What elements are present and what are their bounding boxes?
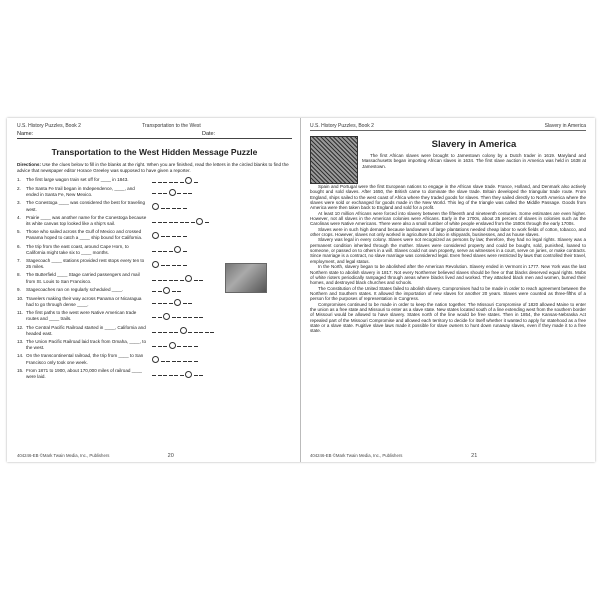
question-row [17,325,292,337]
question-number: 8. [17,272,21,278]
letter-blank[interactable] [180,277,184,281]
article-paragraph: Compromises continued to be made in order to keep the nation together. The Missouri Compromise of 1820 allowed Maine to enter the union as a free state and Missouri to enter as a slave state. New states located south of a line extending west from the southern border of Missouri would be allowed to have slavery. States north of the line would be free states. Then in 1854, the Kansas-Nebraska Act repealed part of the Missouri Compromise and allowed each territory to decide for itself whether it wanted to apply for statehood as a free state or a slave state. Fugitive slave laws made it possible for slave owners to hunt down runaway slaves, even if they made it to a free state. [310,301,586,334]
letter-blank[interactable] [180,372,184,376]
letter-blank[interactable] [188,314,192,318]
letter-blank[interactable] [152,329,156,333]
question-row [17,200,292,212]
question-number: 13. [17,339,24,345]
letter-blank[interactable] [158,300,162,304]
letter-blank[interactable] [158,372,162,376]
letter-blank[interactable] [158,329,162,333]
circled-blank[interactable] [185,275,192,282]
stagecoach-image [225,263,267,293]
letter-blank[interactable] [172,358,176,362]
letter-blank[interactable] [210,329,214,333]
letter-blank[interactable] [174,329,178,333]
letter-blank[interactable] [183,190,187,194]
letter-blank[interactable] [152,190,156,194]
letter-blank[interactable] [163,329,167,333]
question-row [17,186,292,198]
question-text: On the transcontinental railroad, the trip from ____ to San Francisco only took one week. [26,353,144,365]
date-label: Date: [202,131,216,137]
letter-blank[interactable] [194,343,198,347]
letter-blank[interactable] [161,205,165,209]
letter-blank[interactable] [205,329,209,333]
letter-blank[interactable] [177,314,181,318]
letter-blank[interactable] [188,358,192,362]
letter-blank[interactable] [194,179,198,183]
letter-blank[interactable] [188,329,192,333]
letter-blank[interactable] [152,179,156,183]
book-spread [7,118,595,462]
letter-blank[interactable] [163,343,167,347]
question-text: Stagecoaches ran on regularly scheduled ____. [26,286,124,292]
answer-blanks[interactable] [148,310,292,322]
letter-blank[interactable] [194,329,198,333]
question-text: Those who sailed across the Gulf of Mexico and crossed Panama hoped to catch a ____ ship bound for California. [26,229,143,241]
article-paragraph: Spain and Portugal were the first European nations to engage in the African slave trade. France, Holland, and Denmark also actively bought and sold slaves. After 1650, the British came to dominate the slave trade. Britain developed the triangular trade route. From England, ships sailed to the west coast of Africa where they traded goods for slaves. Then they sailed directly to North America where the slaves were sold or exchanged for goods made in the New World. This leg of the triangle was called the Middle Passage. Goods from America were then taken back to England and sold for a profit. [310,184,586,211]
letter-blank[interactable] [161,358,165,362]
question-row [17,229,292,241]
first-paragraph: The first African slaves were brought to Jamestown colony by a Dutch trader in 1619. Maryland and Massachusetts began importing African slaves in 1634. The first slave auction in America was held in 1638 at Jamestown. [362,153,586,169]
answer-blanks[interactable] [148,296,292,308]
question-text: The Santa Fe trail began in Independence, ____, and ended in Santa Fe, New Mexico. [26,186,135,198]
article-paragraph: The Constitution of the United States failed to abolish slavery. Compromises had to be made in order to reach agreement between the Northern and Southern states. It allowed the importation of new slaves for another 20 years. Slaves were counted as three-fifths of a person for the purposes of representation in Congress. [310,285,586,302]
letter-blank[interactable] [177,288,181,292]
letter-blank[interactable] [169,219,173,223]
page-number: 20 [167,453,174,459]
letter-blank[interactable] [158,314,162,318]
question-number: 3. [17,200,21,206]
book-title: U.S. History Puzzles, Book 2 [310,123,374,129]
letter-blank[interactable] [194,358,198,362]
article-paragraph: In the North, slavery began to be abolished after the American Revolution. Slavery ended in Vermont in 1777. New York was the last Northern state to abolish slavery in 1817. Not every Northerner believed slaves should be free or that blacks deserved equal rights. Mobs of white rioters periodically rampaged through areas where blacks lived and worked. They attacked black men and women, burned their homes, and destroyed black churches and schools. [310,264,586,286]
question-text: From 1871 to 1900, about 170,000 miles of railroad ____ were laid. [26,367,142,380]
letter-blank[interactable] [172,262,176,266]
letter-blank[interactable] [152,300,156,304]
left-page [7,118,301,462]
letter-blank[interactable] [199,329,203,333]
letter-blank[interactable] [166,233,170,237]
question-row [17,368,292,380]
right-header [310,123,586,131]
question-number: 5. [17,229,21,235]
letter-blank[interactable] [191,219,195,223]
letter-blank[interactable] [194,372,198,376]
letter-blank[interactable] [158,219,162,223]
letter-blank[interactable] [169,300,173,304]
letter-blank[interactable] [174,372,178,376]
letter-blank[interactable] [158,343,162,347]
letter-blank[interactable] [169,179,173,183]
question-number: 12. [17,324,24,330]
letter-blank[interactable] [161,233,165,237]
circled-blank[interactable] [169,189,176,196]
question-text: The first large wagon train set off for ____ in 1843. [26,177,129,182]
letter-blank[interactable] [163,179,167,183]
letter-blank[interactable] [188,300,192,304]
letter-blank[interactable] [177,205,181,209]
left-footer [17,453,292,459]
answer-blanks[interactable] [148,325,292,337]
article-title: Slavery in America [431,139,517,150]
letter-blank[interactable] [158,190,162,194]
answer-blanks[interactable] [148,229,292,241]
letter-blank[interactable] [172,205,176,209]
letter-blank[interactable] [185,219,189,223]
letter-blank[interactable] [172,314,176,318]
question-text: The trip from the east coast, around Cape Horn, to California might take six to ____ months. [26,243,129,255]
letter-blank[interactable] [180,179,184,183]
circled-blank[interactable] [152,203,159,210]
left-header [17,123,292,129]
article-paragraph: Slavery was legal in every colony. Slaves were not recognized as persons by law; therefore, they had no legal rights. Slavery was a permanent condition inherited through the mother. Slaves were considered property and could be bought, sold, punished, loaned to someone, or passed on to others in a will. Slaves could not own property, serve as witnesses in a court, serve on juries, or make contracts. Since marriage is a contract, no slave marriage was considered legal. Even freed slaves were restricted by laws that controlled their travel, employment, and legal status. [310,237,586,264]
right-page [301,118,595,462]
question-row [17,296,292,308]
question-number: 7. [17,258,21,264]
circled-blank[interactable] [169,342,176,349]
letter-blank[interactable] [174,179,178,183]
intro-block [310,133,586,184]
circled-blank[interactable] [163,313,170,320]
letter-blank[interactable] [183,358,187,362]
letter-blank[interactable] [163,300,167,304]
answer-blanks[interactable] [148,186,292,198]
question-text: The first paths to the west were Native American trade routes and ____ trails. [26,310,137,322]
letter-blank[interactable] [172,233,176,237]
question-text: Prairie ____ was another name for the Conestoga because its white canvas top looked like a ship's sail. [26,214,147,227]
answer-blanks[interactable] [148,287,292,294]
letter-blank[interactable] [166,205,170,209]
question-text: Travelers making their way across Panama or Nicaragua had to go through dense ____. [26,295,142,308]
letter-blank[interactable] [172,288,176,292]
question-text: The Conestoga ____ was considered the best for traveling west. [26,200,146,212]
question-number: 9. [17,286,21,292]
letter-blank[interactable] [163,219,167,223]
question-row [17,244,292,256]
circled-blank[interactable] [163,287,170,294]
circled-blank[interactable] [185,371,192,378]
question-row [17,310,292,322]
letter-blank[interactable] [183,343,187,347]
question-text: Stagecoach ____ stations provided rest stops every ten to 25 miles. [26,258,145,270]
letter-blank[interactable] [166,358,170,362]
letter-blank[interactable] [199,372,203,376]
letter-blank[interactable] [177,358,181,362]
letter-blank[interactable] [152,288,156,292]
letter-blank[interactable] [183,248,187,252]
publisher-credit: 404246-EB ©Mark Twain Media, Inc., Publishers [310,453,403,458]
question-number: 4. [17,214,21,220]
directions-text: Use the clues below to fill in the blanks at the right. When you are finished, read the letters in the circled blanks to find the advice that newspaper editor Horace Greeley was supposed to have given a reporter. [17,162,289,173]
letter-blank[interactable] [183,205,187,209]
answer-blanks[interactable] [148,353,292,365]
book-title: U.S. History Puzzles, Book 2 [17,123,81,129]
circled-blank[interactable] [152,356,159,363]
letter-blank[interactable] [199,314,203,318]
article-paragraph: At least 10 million Africans were forced into slavery between the fifteenth and nineteenth centuries. Some estimates are even higher. However, not all slaves in the American colonies were Africans. Early in the 1700s, about 25 percent of slaves in colonies such as the Carolinas were Native Americans. There were also a small number of white people enslaved from the 1500s through the early 1700s. [310,210,586,227]
answer-blanks[interactable] [148,215,292,227]
circled-blank[interactable] [152,232,159,239]
article-paragraph: Slaves were in such high demand because landowners of large plantations needed cheap labor to work fields of cotton, tobacco, and other crops. However, slaves not only worked in agriculture but also in shipyards, businesses, and as house slaves. [310,226,586,238]
answer-blanks[interactable] [148,339,292,351]
directions [17,162,292,174]
circled-blank[interactable] [180,327,187,334]
letter-blank[interactable] [183,300,187,304]
circled-blank[interactable] [196,218,203,225]
question-row [17,339,292,351]
letter-blank[interactable] [163,277,167,281]
answer-blanks[interactable] [148,272,292,284]
letter-blank[interactable] [205,219,209,223]
letter-blank[interactable] [152,219,156,223]
letter-blank[interactable] [163,190,167,194]
slave-ship-engraving [310,136,358,184]
question-text: The Butterfield ____ Stage carried passengers and mail from St. Louis to San Francisco. [26,272,140,284]
letter-blank[interactable] [163,372,167,376]
letter-blank[interactable] [177,343,181,347]
letter-blank[interactable] [169,329,173,333]
section-title: Transportation to the West [142,123,201,129]
letter-blank[interactable] [188,190,192,194]
answer-blanks[interactable] [148,177,292,184]
answer-blanks[interactable] [148,258,292,270]
letter-blank[interactable] [177,233,181,237]
letter-blank[interactable] [169,372,173,376]
question-number: 11. [17,310,24,316]
circled-blank[interactable] [185,177,192,184]
name-date-line [17,131,292,139]
question-row [17,353,292,365]
letter-blank[interactable] [152,277,156,281]
question-row [17,177,292,184]
question-number: 2. [17,186,21,191]
letter-blank[interactable] [180,219,184,223]
question-number: 14. [17,353,24,359]
section-title: Slavery in America [544,123,586,129]
right-footer [310,453,586,459]
question-text: The Union Pacific Railroad laid track from Omaha, ____, to the west. [26,339,147,351]
letter-blank[interactable] [166,262,170,266]
question-number: 15. [17,367,24,373]
circled-blank[interactable] [152,261,159,268]
letter-blank[interactable] [152,248,156,252]
puzzle-title: Transportation to the West Hidden Message Puzzle [51,147,258,157]
letter-blank[interactable] [169,248,173,252]
page-number: 21 [471,453,478,459]
answer-blanks[interactable] [148,244,292,256]
letter-blank[interactable] [174,219,178,223]
question-number: 1. [17,177,21,182]
letter-blank[interactable] [158,277,162,281]
article-body [310,184,586,334]
letter-blank[interactable] [177,262,181,266]
letter-blank[interactable] [183,233,187,237]
letter-blank[interactable] [158,288,162,292]
letter-blank[interactable] [158,179,162,183]
letter-blank[interactable] [174,277,178,281]
circled-blank[interactable] [174,246,181,253]
letter-blank[interactable] [194,277,198,281]
question-row [17,215,292,227]
letter-blank[interactable] [169,277,173,281]
question-number: 10. [17,295,24,301]
answer-blanks[interactable] [148,368,292,380]
letter-blank[interactable] [183,262,187,266]
publisher-credit: 404246-EB ©Mark Twain Media, Inc., Publishers [17,453,110,458]
circled-blank[interactable] [174,299,181,306]
letter-blank[interactable] [163,248,167,252]
letter-blank[interactable] [188,343,192,347]
question-text: The Central Pacific Railroad started in ____, California and headed east. [26,324,146,336]
letter-blank[interactable] [158,248,162,252]
letter-blank[interactable] [161,262,165,266]
letter-blank[interactable] [152,343,156,347]
letter-blank[interactable] [199,277,203,281]
letter-blank[interactable] [183,314,187,318]
answer-blanks[interactable] [148,200,292,212]
letter-blank[interactable] [177,190,181,194]
letter-blank[interactable] [152,372,156,376]
letter-blank[interactable] [152,314,156,318]
letter-blank[interactable] [194,314,198,318]
directions-label: Directions: [17,162,41,167]
question-number: 6. [17,243,21,249]
name-label: Name: [17,131,34,137]
